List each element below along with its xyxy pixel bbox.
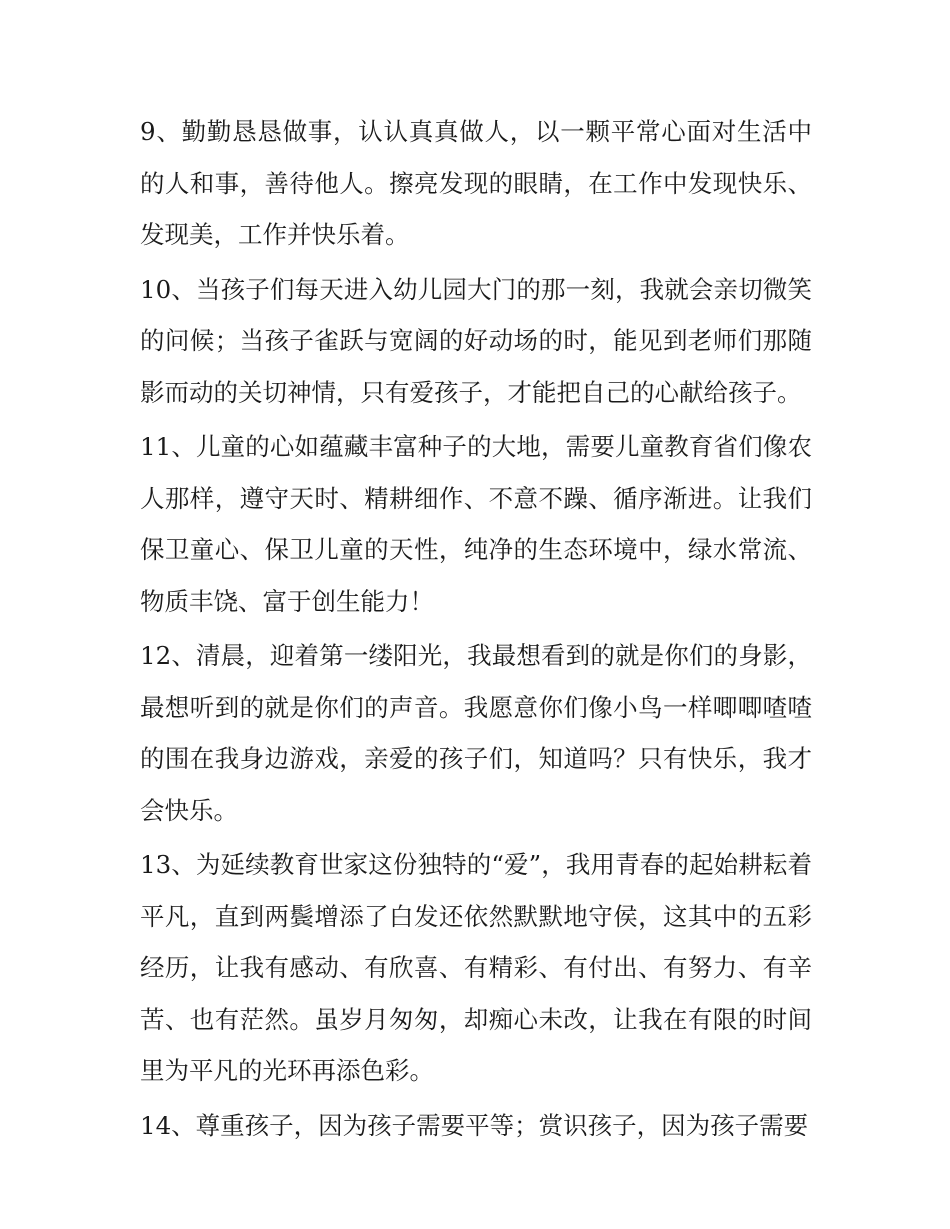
paragraph-item-14: 14、尊重孩子，因为孩子需要平等；赏识孩子，因为孩子需要 <box>140 1110 809 1140</box>
paragraph-item-13: 13、为延续教育世家这份独特的“爱”，我用青春的起始耕耘着平凡，直到两鬓增添了白发还依然默默地守侯，这其中的五彩经历，让我有感动、有欣喜、有精彩、有付出、有努力、有辛苦、也有茫然。虽岁月匆匆，却痴心未改，让我在有限的时间里为平凡的光环再添色彩。 <box>140 850 812 1085</box>
paragraph-item-10: 10、当孩子们每天进入幼儿园大门的那一刻，我就会亲切微笑的问候；当孩子雀跃与宽阔的好动场的时，能见到老师们那随影而动的关切神情，只有爱孩子，才能把自己的心献给孩子。 <box>140 274 812 407</box>
paragraph-item-9: 9、勤勤恳恳做事，认认真真做人，以一颗平常心面对生活中的人和事，善待他人。擦亮发现的眼睛，在工作中发现快乐、发现美，工作并快乐着。 <box>140 117 812 249</box>
paragraph-item-11: 11、儿童的心如蕴藏丰富种子的大地，需要儿童教育省们像农人那样，遵守天时、精耕细作、不意不躁、循序渐进。让我们保卫童心、保卫儿童的天性，纯净的生态环境中，绿水常流、物质丰饶、富于创生能力！ <box>140 432 812 616</box>
document-page <box>140 106 812 1151</box>
paragraph-item-12: 12、清晨，迎着第一缕阳光，我最想看到的就是你们的身影，最想听到的就是你们的声音。我愿意你们像小鸟一样唧唧喳喳的围在我身边游戏，亲爱的孩子们，知道吗？只有快乐，我才会快乐。 <box>140 641 812 825</box>
